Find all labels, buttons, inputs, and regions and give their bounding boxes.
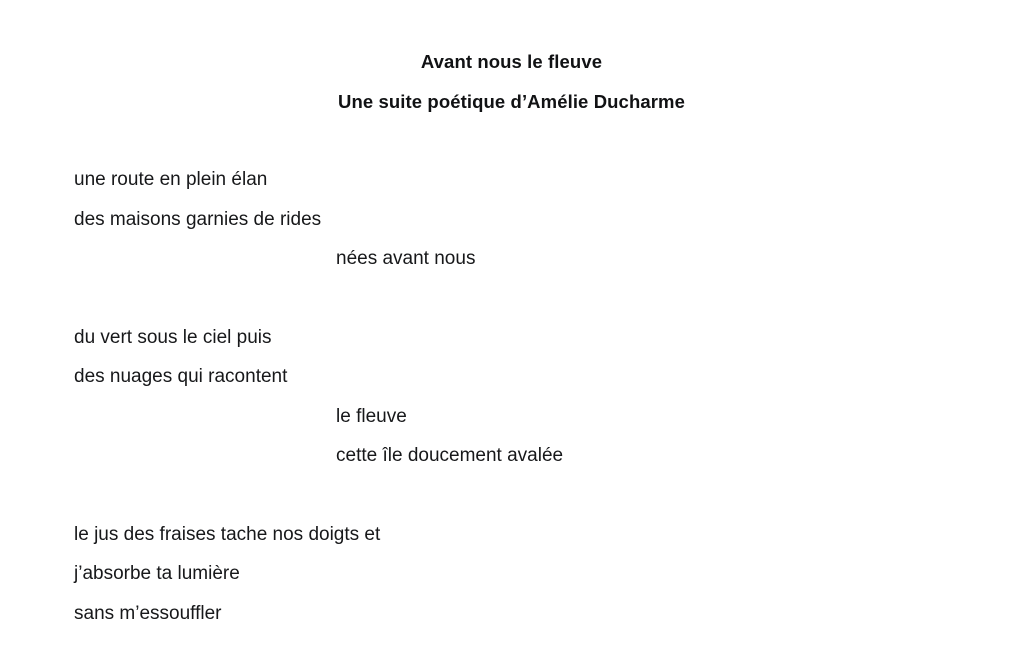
poem-line: le fleuve: [336, 405, 407, 427]
stanza: [74, 160, 1023, 279]
poem-line: du vert sous le ciel puis: [74, 326, 272, 348]
stanza: [74, 318, 1023, 476]
poem-line: une route en plein élan: [74, 169, 268, 190]
poem-body: [0, 160, 1023, 633]
poem-line: j’absorbe ta lumière: [74, 563, 240, 584]
stanza: [74, 515, 1023, 634]
poem-line: sans m’essouffler: [74, 602, 222, 624]
page-subtitle: Une suite poétique d’Amélie Ducharme: [338, 91, 685, 112]
page-title: Avant nous le fleuve: [420, 51, 603, 72]
poem-line: le jus des fraises tache nos doigts et: [74, 523, 381, 545]
poem-line: nées avant nous: [336, 248, 476, 269]
document-title-block: [0, 0, 1023, 122]
poem-line: des nuages qui racontent: [74, 366, 288, 387]
poem-line: des maisons garnies de rides: [74, 208, 322, 230]
poem-line: cette île doucement avalée: [336, 445, 564, 466]
